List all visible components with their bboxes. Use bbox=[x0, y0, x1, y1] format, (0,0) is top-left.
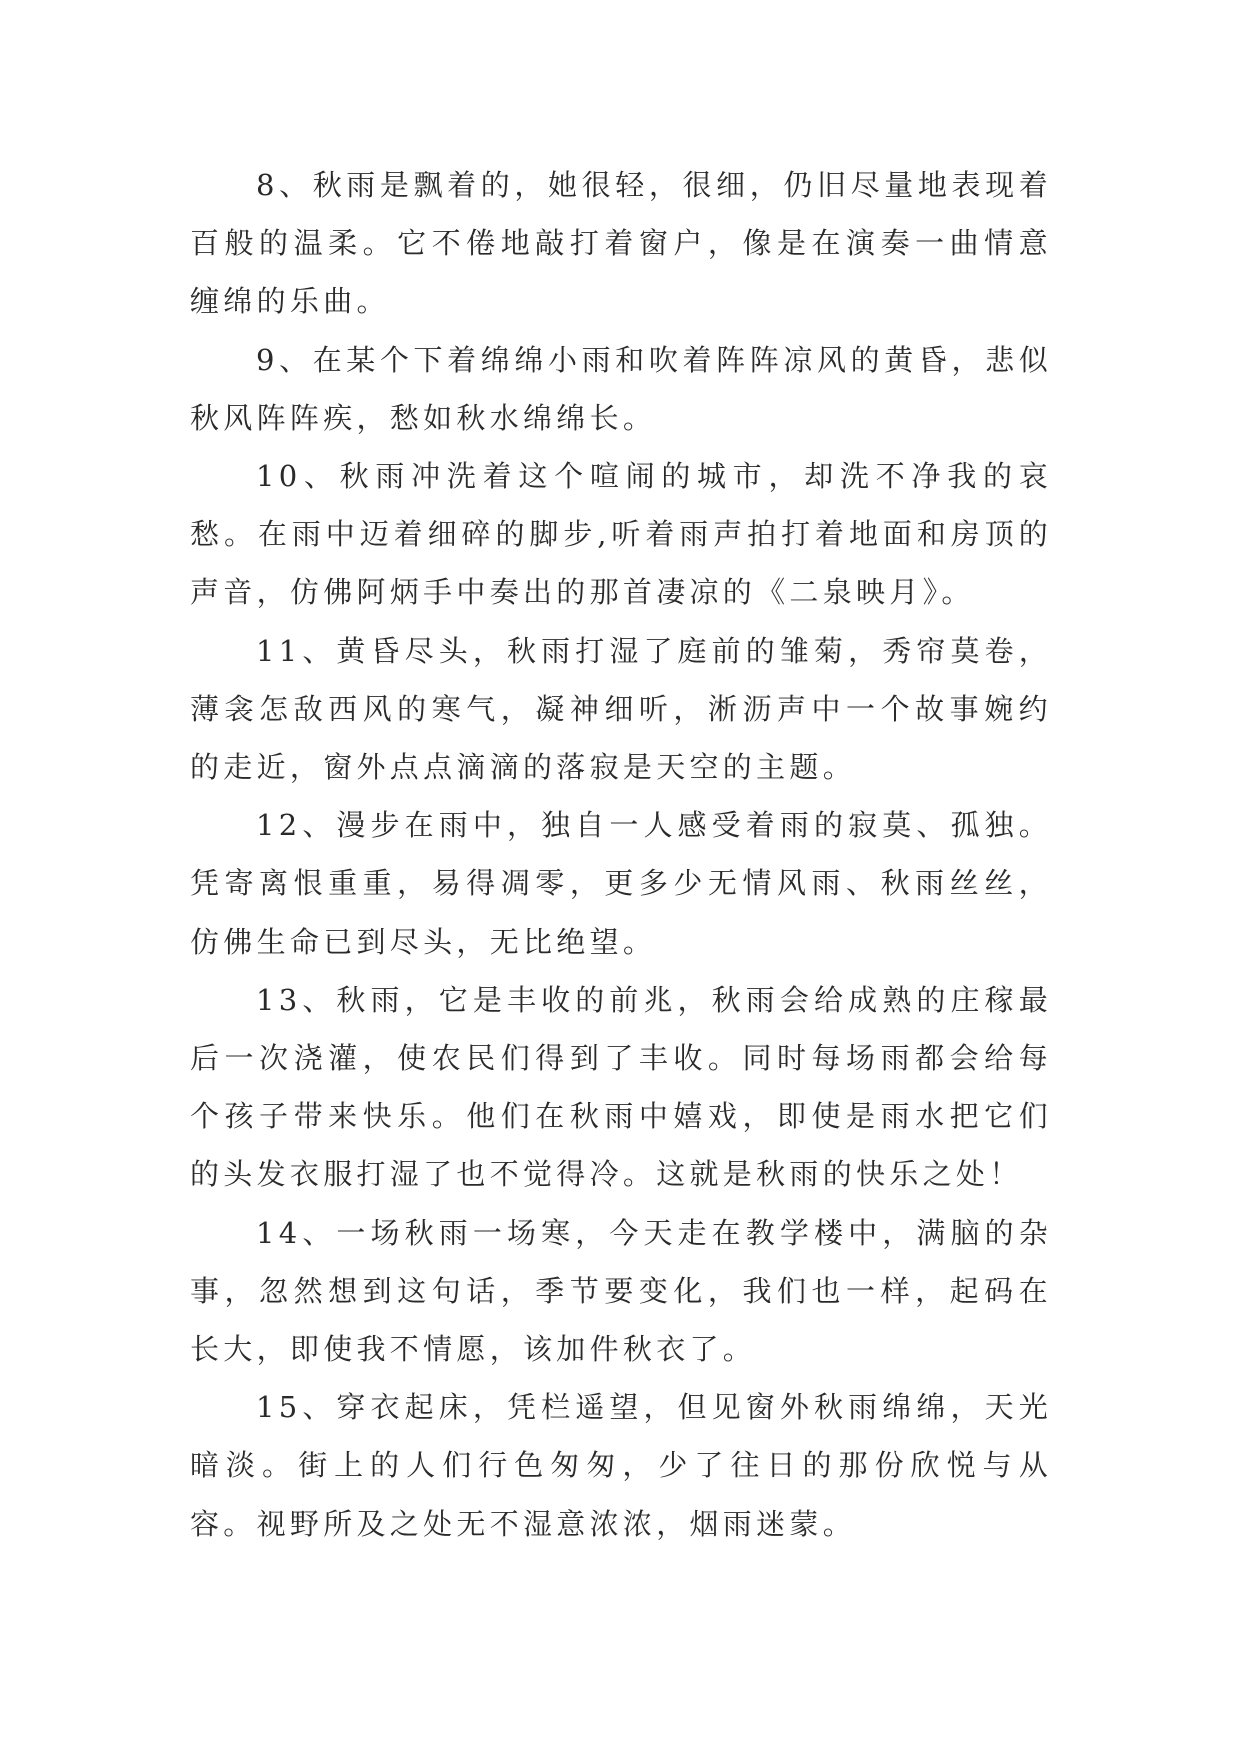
paragraph-10: 10、秋雨冲洗着这个喧闹的城市，却洗不净我的哀愁。在雨中迈着细碎的脚步,听着雨声拍打着地面和房顶的声音，仿佛阿炳手中奏出的那首凄凉的《二泉映月》。 bbox=[190, 459, 1052, 610]
paragraph-8: 8、秋雨是飘着的，她很轻，很细，仍旧尽量地表现着百般的温柔。它不倦地敲打着窗户，像是在演奏一曲情意缠绵的乐曲。 bbox=[190, 168, 1052, 319]
paragraph-15: 15、穿衣起床，凭栏遥望，但见窗外秋雨绵绵，天光暗淡。街上的人们行色匆匆，少了往日的那份欣悦与从容。视野所及之处无不湿意浓浓，烟雨迷蒙。 bbox=[190, 1390, 1052, 1541]
paragraph-12: 12、漫步在雨中，独自一人感受着雨的寂莫、孤独。凭寄离恨重重，易得凋零，更多少无情风雨、秋雨丝丝，仿佛生命已到尽头，无比绝望。 bbox=[190, 808, 1052, 959]
paragraph-14: 14、一场秋雨一场寒，今天走在教学楼中，满脑的杂事，忽然想到这句话，季节要变化，我们也一样，起码在长大，即使我不情愿，该加件秋衣了。 bbox=[190, 1215, 1052, 1367]
paragraph-13: 13、秋雨，它是丰收的前兆，秋雨会给成熟的庄稼最后一次浇灌，使农民们得到了丰收。同时每场雨都会给每个孩子带来快乐。他们在秋雨中嬉戏，即使是雨水把它们的头发衣服打湿了也不觉得冷。这就是秋雨的快乐之处！ bbox=[190, 982, 1052, 1192]
paragraph-9: 9、在某个下着绵绵小雨和吹着阵阵凉风的黄昏，悲似秋风阵阵疾，愁如秋水绵绵长。 bbox=[190, 342, 1052, 435]
paragraph-11: 11、黄昏尽头，秋雨打湿了庭前的雏菊，秀帘莫卷，薄衾怎敌西风的寒气，凝神细听，淅沥声中一个故事婉约的走近，窗外点点滴滴的落寂是天空的主题。 bbox=[190, 633, 1052, 785]
document-body bbox=[190, 156, 1052, 1553]
